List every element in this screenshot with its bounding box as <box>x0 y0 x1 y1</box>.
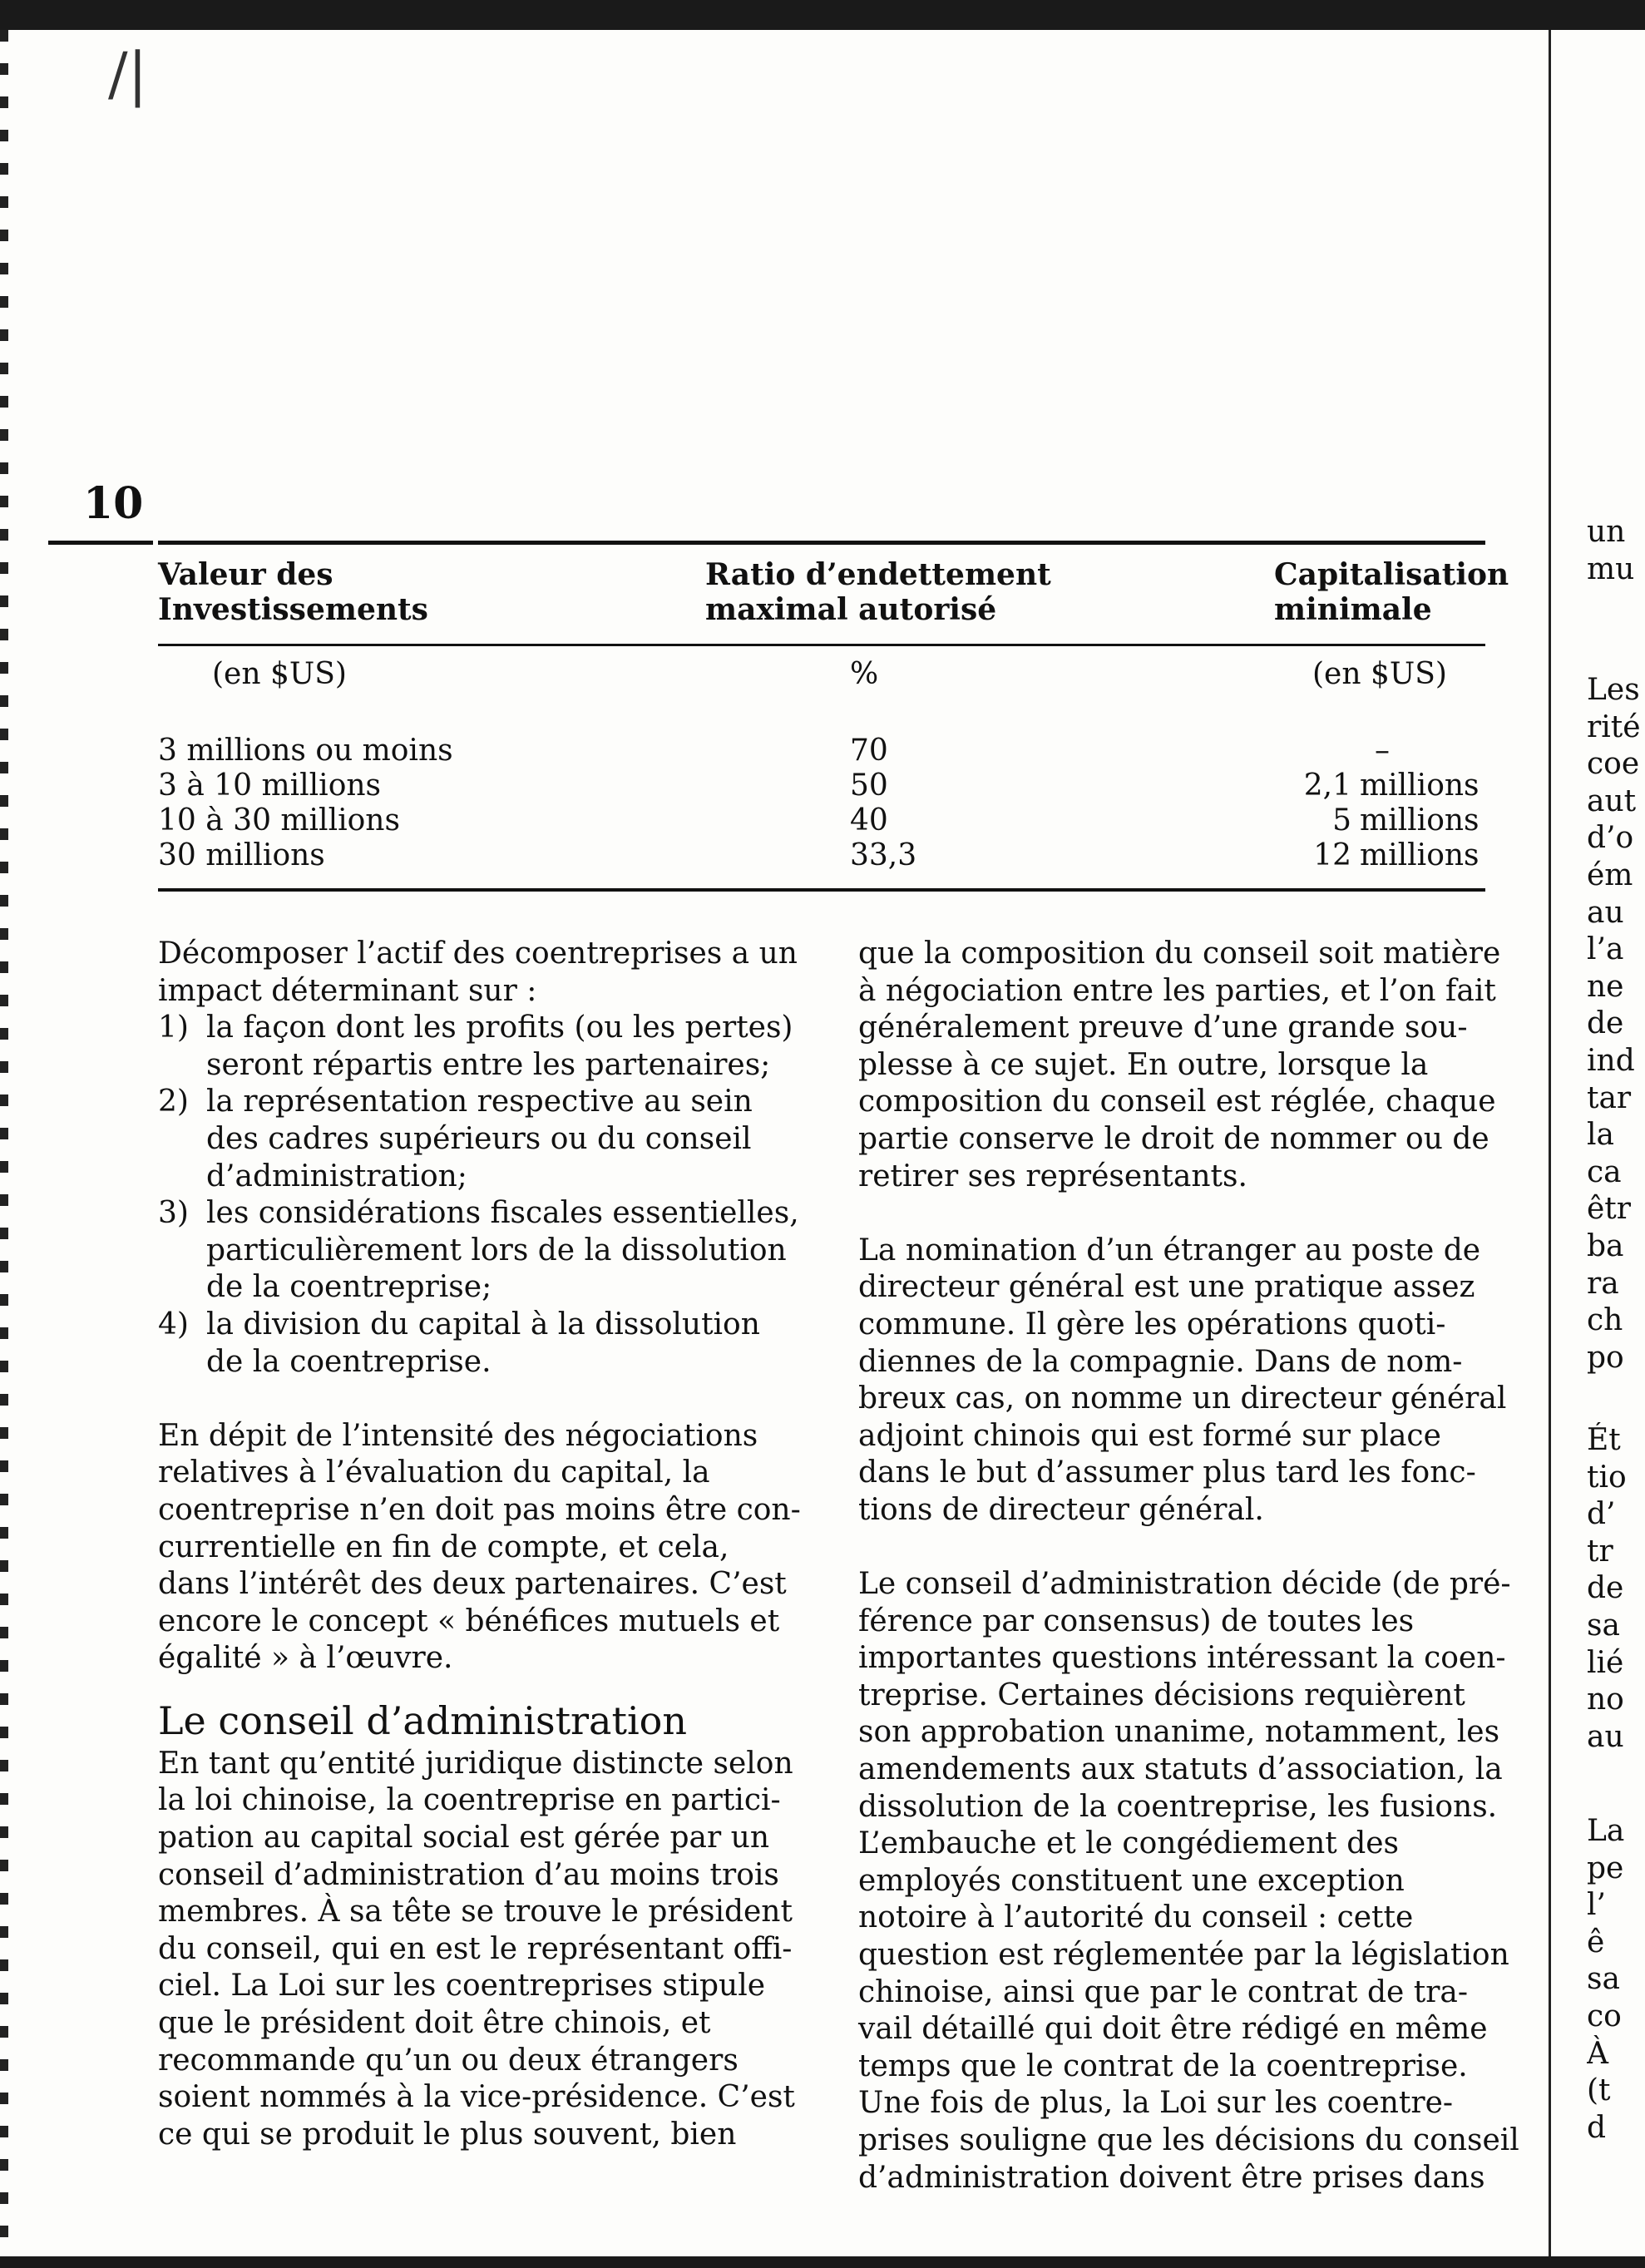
table-cell: millions <box>1360 768 1480 803</box>
table-bottom-rule <box>158 888 1485 892</box>
text-line: que la composition du conseil soit matière <box>858 936 1501 971</box>
text-line: Une fois de plus, la Loi sur les coentre- <box>858 2086 1454 2121</box>
text-line: diennes de la compagnie. Dans de nom- <box>858 1344 1463 1379</box>
text-line: importantes questions intéressant la coen- <box>858 1641 1506 1676</box>
text-line: directeur général est une pratique assez <box>858 1270 1475 1305</box>
text-line: conseil d’administration d’au moins trois <box>158 1857 779 1892</box>
scan-top-edge <box>0 0 1645 30</box>
text-line: amendements aux statuts d’association, la <box>858 1752 1503 1787</box>
text-line: Le conseil d’administration décide (de pré- <box>858 1567 1511 1602</box>
text-line: égalité » à l’œuvre. <box>158 1641 453 1676</box>
section-heading: Le conseil d’administration <box>158 1697 687 1743</box>
left-column <box>158 936 801 2153</box>
text-line: soient nommés à la vice-présidence. C’est <box>158 2080 795 2115</box>
text-line: L’embauche et le congédiement des <box>858 1826 1400 1861</box>
page-number-rule <box>48 541 153 545</box>
header-valeur: Valeur des Investissements <box>158 557 428 627</box>
header-ratio: Ratio d’endettement maximal autorisé <box>705 557 1051 627</box>
text-line: du conseil, qui en est le représentant offi- <box>158 1931 793 1966</box>
text-line: dans le but d’assumer plus tard les fonc- <box>858 1455 1476 1490</box>
text-line: ciel. La Loi sur les coentreprises stipule <box>158 1969 766 2004</box>
text-line: prises souligne que les décisions du conseil <box>858 2123 1519 2157</box>
text-line: férence par consensus) de toutes les <box>858 1603 1415 1638</box>
table-cell: 2,1 <box>1303 768 1351 803</box>
text-line: temps que le contrat de la coentreprise. <box>858 2048 1468 2083</box>
table-cell: 12 <box>1313 838 1351 872</box>
middle-column <box>858 936 1519 2196</box>
unit-valeur: (en $US) <box>212 657 347 691</box>
text-line: breux cas, on nomme un directeur général <box>858 1381 1507 1416</box>
text-line: currentielle en fin de compte, et cela, <box>158 1529 729 1564</box>
table-top-rule <box>158 541 1485 545</box>
text-line: plesse à ce sujet. En outre, lorsque la <box>858 1047 1429 1082</box>
table-row: 30 millions <box>158 838 325 872</box>
text-line: que le président doit être chinois, et <box>158 2006 711 2041</box>
text-line: La nomination d’un étranger au poste de <box>858 1233 1481 1267</box>
table-header-rule <box>158 644 1485 646</box>
text-line: d’administration doivent être prises dans <box>858 2160 1485 2195</box>
right-page-fragment: Les rité coe aut d’o ém au l’a ne de ind tar la ca êtr ba ra ch po <box>1587 673 1641 1375</box>
page-gutter <box>1549 30 1551 2256</box>
text-line: à négociation entre les parties, et l’on fait <box>858 973 1496 1008</box>
scan-bottom-edge <box>0 2256 1645 2268</box>
text-line: adjoint chinois qui est formé sur place <box>858 1418 1441 1453</box>
text-line: employés constituent une exception <box>858 1863 1405 1898</box>
text-line: encore le concept « bénéfices mutuels et <box>158 1603 780 1638</box>
list-item: 2) la représentation respective au sein des cadres supérieurs ou du conseil d’administration; <box>158 1085 753 1193</box>
table-col-ratio <box>850 734 916 873</box>
list-item: 1) la façon dont les profits (ou les pertes) seront répartis entre les partenaires; <box>158 1010 793 1082</box>
table-cell: – <box>1375 734 1390 768</box>
text-line: impact déterminant sur : <box>158 973 537 1008</box>
text-line: la loi chinoise, la coentreprise en partici- <box>158 1783 781 1818</box>
right-page-fragment: Ét tio d’ tr de sa lié no au <box>1587 1423 1627 1754</box>
text-line: composition du conseil est réglée, chaque <box>858 1085 1496 1119</box>
table-cell: 5 <box>1332 803 1351 838</box>
table-col-valeur <box>158 734 453 873</box>
text-line: commune. Il gère les opérations quoti- <box>858 1307 1446 1342</box>
table-cell: 70 <box>850 734 888 768</box>
right-page-fragment: La pe l’ ê sa co À (t d <box>1587 1814 1625 2145</box>
text-line: vail détaillé qui doit être rédigé en même <box>858 2012 1488 2047</box>
list-item: 3) les considérations fiscales essentielles, particulièrement lors de la dissolution de la coentreprise; <box>158 1196 799 1305</box>
text-line: partie conserve le droit de nommer ou de <box>858 1121 1489 1156</box>
text-line: notoire à l’autorité du conseil : cette <box>858 1900 1414 1935</box>
text-line: Décomposer l’actif des coentreprises a un <box>158 936 798 971</box>
text-line: question est réglementée par la législation <box>858 1938 1509 1973</box>
text-line: ce qui se produit le plus souvent, bien <box>158 2117 737 2152</box>
unit-ratio: % <box>850 657 879 691</box>
text-line: treprise. Certaines décisions requièrent <box>858 1678 1465 1712</box>
text-line: En tant qu’entité juridique distincte selon <box>158 1746 793 1781</box>
text-line: généralement preuve d’une grande sou- <box>858 1010 1468 1045</box>
table-cell: millions <box>1360 838 1480 872</box>
text-line: recommande qu’un ou deux étrangers <box>158 2043 739 2078</box>
table-cell: 40 <box>850 803 888 838</box>
text-line: membres. À sa tête se trouve le président <box>158 1895 793 1930</box>
table-cell: millions <box>1360 803 1480 838</box>
table-cell: 50 <box>850 768 888 803</box>
right-page-fragment: un mu <box>1587 515 1635 586</box>
page-number: 10 <box>83 478 144 529</box>
list-item: 4) la division du capital à la dissolution de la coentreprise. <box>158 1307 760 1379</box>
pencil-mark: /| <box>108 40 148 108</box>
text-line: pation au capital social est gérée par un <box>158 1821 770 1855</box>
table-row: 3 millions ou moins <box>158 734 453 768</box>
table-col-capitalisation <box>1293 734 1480 873</box>
text-line: retirer ses représentants. <box>858 1159 1247 1193</box>
text-line: dissolution de la coentreprise, les fusions. <box>858 1789 1498 1824</box>
text-line: relatives à l’évaluation du capital, la <box>158 1455 710 1490</box>
text-line: En dépit de l’intensité des négociations <box>158 1418 758 1453</box>
header-capitalisation: Capitalisation minimale <box>1274 557 1509 627</box>
table-row: 10 à 30 millions <box>158 803 400 838</box>
text-line: coentreprise n’en doit pas moins être con- <box>158 1492 801 1527</box>
scan-left-edge <box>0 30 8 2268</box>
text-line: dans l’intérêt des deux partenaires. C’est <box>158 1567 787 1602</box>
text-line: son approbation unanime, notamment, les <box>858 1715 1500 1750</box>
table-row: 3 à 10 millions <box>158 768 382 803</box>
table-cell: 33,3 <box>850 838 917 872</box>
unit-capitalisation: (en $US) <box>1312 657 1447 691</box>
text-line: chinoise, ainsi que par le contrat de tra- <box>858 1974 1469 2009</box>
text-line: tions de directeur général. <box>858 1492 1264 1527</box>
